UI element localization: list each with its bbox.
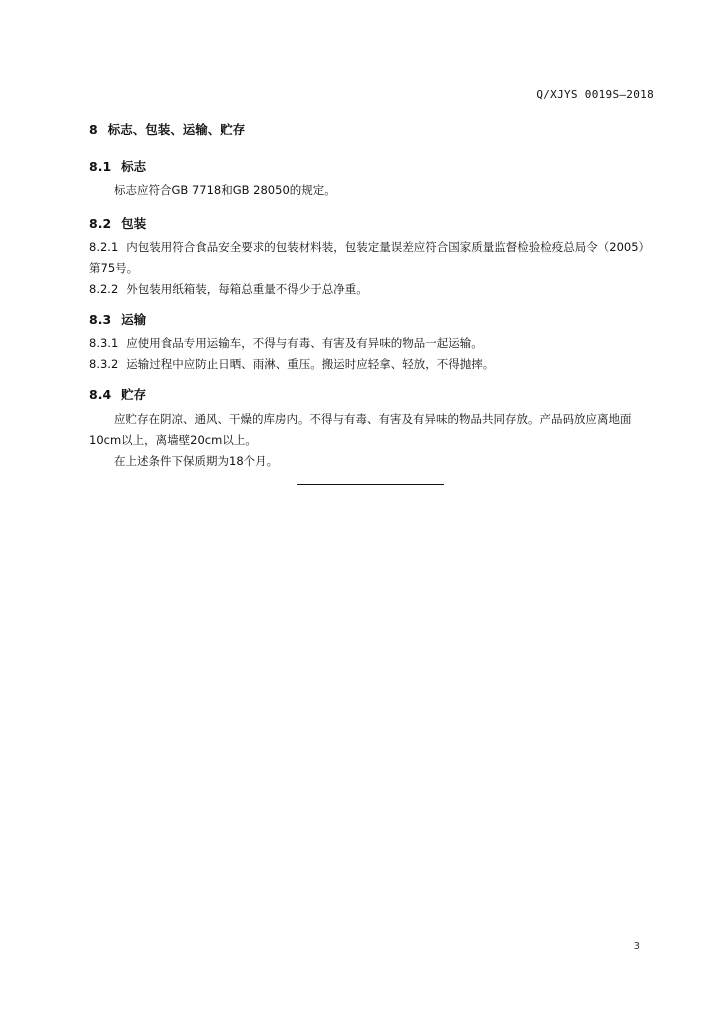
- section-title: 贮存: [121, 387, 147, 402]
- clause-8-3-1: [89, 333, 656, 354]
- paragraph-8-4-storage: 应贮存在阴凉、通风、干燥的库房内。不得与有毒、有害及有异味的物品共同存放。产品码放应离地面10cm以上，离墙壁20cm以上。: [89, 412, 632, 447]
- clause-number: 8.3.1: [89, 336, 119, 350]
- section-heading-8-1: [89, 157, 146, 175]
- section-heading-8: [89, 120, 245, 138]
- clause-8-3-2: [89, 354, 656, 375]
- section-heading-8-2: [89, 214, 146, 232]
- section-heading-8-4: [89, 385, 146, 403]
- clause-text: 应使用食品专用运输车，不得与有毒、有害及有异味的物品一起运输。: [126, 336, 483, 350]
- section-number: 8.4: [89, 387, 112, 402]
- section-number: 8: [89, 122, 98, 137]
- clause-text: 运输过程中应防止日晒、雨淋、重压。搬运时应轻拿、轻放，不得抛摔。: [126, 357, 495, 371]
- section-title: 标志: [121, 159, 147, 174]
- section-heading-8-3: [89, 310, 146, 328]
- document-id: Q/XJYS 0019S—2018: [536, 88, 654, 101]
- end-of-text-rule: [297, 484, 444, 485]
- clause-8-2-1: [89, 237, 656, 279]
- page-number: 3: [633, 941, 640, 952]
- paragraph-8-4-shelf-life: 在上述条件下保质期为18个月。: [114, 454, 279, 468]
- clause-number: 8.3.2: [89, 357, 119, 371]
- section-title: 运输: [121, 312, 147, 327]
- clause-number: 8.2.1: [89, 240, 119, 254]
- clause-text: 内包装用符合食品安全要求的包装材料装，包装定量误差应符合国家质量监督检验检疫总局令（2005）第75号。: [89, 240, 651, 275]
- paragraph-8-1: 标志应符合GB 7718和GB 28050的规定。: [114, 183, 336, 197]
- clause-8-2-2: [89, 279, 656, 300]
- section-number: 8.2: [89, 216, 112, 231]
- section-number: 8.1: [89, 159, 112, 174]
- clause-text: 外包装用纸箱装，每箱总重量不得少于总净重。: [126, 282, 368, 296]
- section-title: 标志、包装、运输、贮存: [107, 122, 246, 137]
- section-title: 包装: [121, 216, 147, 231]
- section-number: 8.3: [89, 312, 112, 327]
- clause-number: 8.2.2: [89, 282, 119, 296]
